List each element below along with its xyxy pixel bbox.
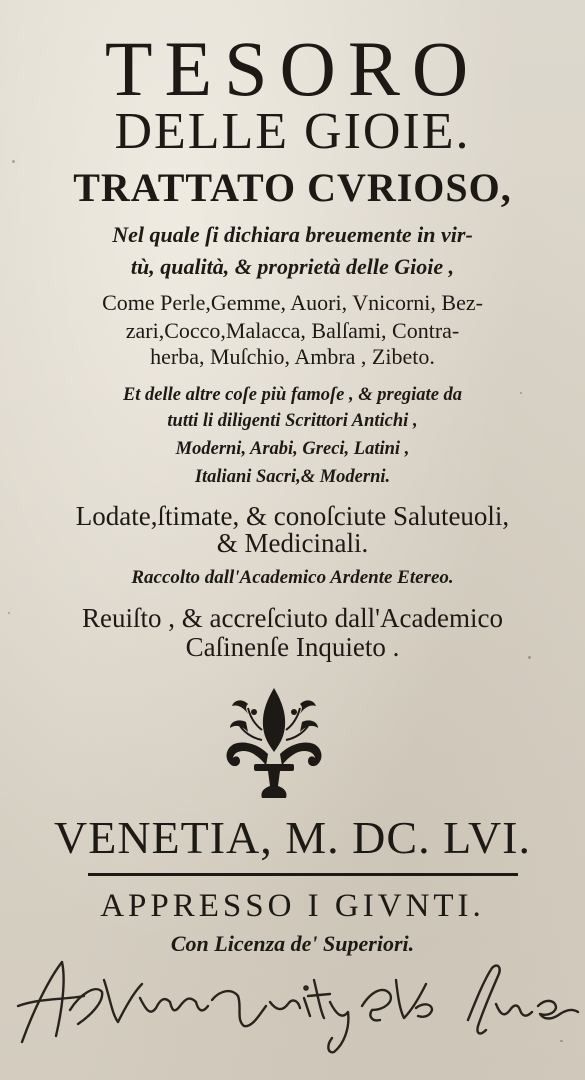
paper-speck [12, 160, 15, 163]
book-treatise-line: TRATTATO CVRIOSO, [73, 165, 512, 210]
paper-speck [8, 612, 10, 614]
compiled-by-line: Raccolto dall'Academico Ardente Etereo. [131, 567, 454, 588]
authors-line-1: Et delle altre coſe più famoſe , & pregiate da [122, 385, 463, 405]
paper-speck [528, 656, 531, 659]
book-title: TESORO [104, 25, 481, 112]
handwritten-ownership-inscription [0, 940, 585, 1060]
praise-line-1: Lodate,ſtimate, & conoſciute Saluteuoli, [75, 501, 510, 531]
imprint-license: Con Licenza de' Superiori. [170, 931, 415, 956]
fleur-de-lis-printers-mark-icon [218, 682, 330, 804]
revised-line-1: Reuiſto , & accreſciuto dall'Academico [82, 603, 503, 633]
revised-line-2: Caſinenſe Inquieto . [185, 632, 400, 662]
items-line-2: zari,Cocco,Malacca, Balſami, Contra- [125, 318, 460, 343]
description-line-2: tù, qualità, & proprietà delle Gioie , [130, 254, 455, 279]
authors-line-4: Italiani Sacri,& Moderni. [194, 467, 391, 487]
imprint-city-date: VENETIA, M. DC. LVI. [54, 812, 531, 863]
items-line-3: herba, Muſchio, Ambra , Zibeto. [150, 344, 435, 369]
description-line-1: Nel quale ſi dichiara breuemente in vir- [112, 222, 473, 247]
paper-speck [560, 1040, 563, 1042]
book-subtitle: DELLE GIOIE. [114, 103, 471, 160]
imprint-printer: APPRESSO I GIVNTI. [100, 888, 485, 924]
items-line-1: Come Perle,Gemme, Auori, Vnicorni, Bez- [102, 290, 483, 315]
praise-line-2: & Medicinali. [216, 528, 369, 558]
imprint-divider-rule [88, 873, 518, 876]
authors-line-2: tutti li diligenti Scrittori Antichi , [167, 411, 418, 431]
authors-line-3: Moderni, Arabi, Greci, Latini , [175, 439, 410, 459]
paper-speck [520, 392, 522, 394]
